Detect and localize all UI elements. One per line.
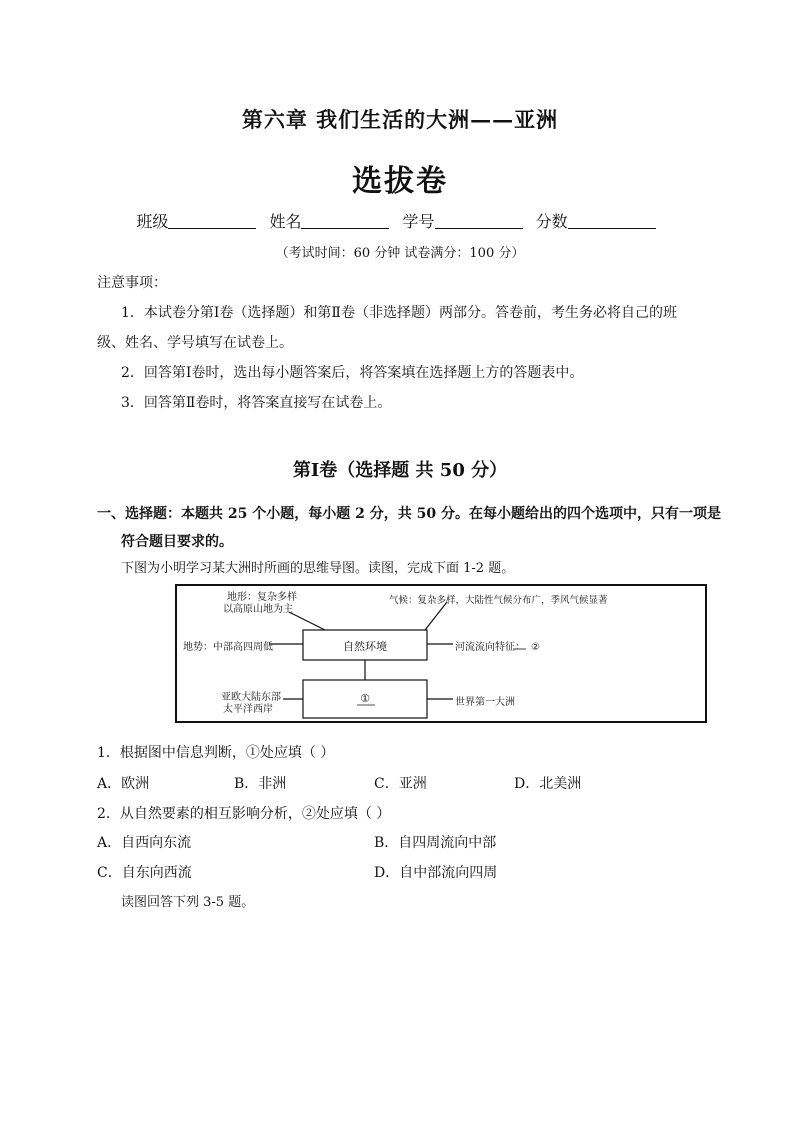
question-1-stem: 1．根据图中信息判断，①处应填（ ） <box>97 745 335 761</box>
bottom-box-label: ① <box>360 692 370 705</box>
connector-landform <box>289 612 325 630</box>
question-1-option-c[interactable]: C．亚洲 <box>374 776 427 792</box>
diagram-intro: 下图为小明学习某大洲时所画的思维导图。读图，完成下面 1-2 题。 <box>121 561 515 576</box>
question-2-option-d[interactable]: D．自中部流向四周 <box>374 865 498 881</box>
terrain-text: 地势：中部高四周低 <box>183 642 273 653</box>
note-item-1-line-2: 级、姓名、学号填写在试卷上。 <box>97 335 293 351</box>
landform-line-1: 地形：复杂多样 <box>227 592 297 603</box>
river-label-text: 河流流向特征： <box>455 642 525 653</box>
location-line-1: 亚欧大陆东部 <box>221 692 281 703</box>
score-label: 分数 <box>535 212 568 231</box>
number-blank[interactable] <box>435 212 523 229</box>
exam-type-title: 选拔卷 <box>352 164 448 199</box>
time-note: （考试时间：60 分钟 试卷满分：100 分） <box>275 246 525 261</box>
center-box-label: 自然环境 <box>343 640 387 653</box>
question-1-option-b[interactable]: B．非洲 <box>234 776 287 792</box>
mind-map-diagram <box>175 584 707 723</box>
question-2-stem: 2．从自然要素的相互影响分析，②处应填（ ） <box>97 806 391 822</box>
question-2-option-c[interactable]: C．自东向西流 <box>97 865 192 881</box>
number-label: 学号 <box>402 212 435 231</box>
note-item-3: 3．回答第Ⅱ卷时，将答案直接写在试卷上。 <box>121 395 392 411</box>
section-1-instruction-line-2: 符合题目要求的。 <box>121 534 233 550</box>
chapter-title: 第六章 我们生活的大洲——亚洲 <box>241 107 559 132</box>
climate-text: 气候：复杂多样，大陆性气候分布广，季风气候显著 <box>389 595 608 606</box>
score-blank[interactable] <box>568 212 656 229</box>
location-line-2: 太平洋西岸 <box>223 704 273 715</box>
river-blank-marker: ② <box>531 642 540 653</box>
student-info-fields <box>0 209 800 232</box>
notes-heading: 注意事项： <box>97 275 167 291</box>
note-item-2: 2．回答第Ⅰ卷时，选出每小题答案后，将答案填在选择题上方的答题表中。 <box>121 365 584 381</box>
question-1-option-d[interactable]: D．北美洲 <box>514 776 582 792</box>
question-2-option-a[interactable]: A．自西向东流 <box>97 835 192 851</box>
largest-continent-text: 世界第一大洲 <box>455 697 515 708</box>
section-1-instruction-line-1: 一、选择题：本题共 25 个小题，每小题 2 分，共 50 分。在每小题给出的四个选项中，只有一项是 <box>97 506 721 522</box>
question-1-option-a[interactable]: A．欧洲 <box>97 776 150 792</box>
name-label: 姓名 <box>269 212 302 231</box>
class-blank[interactable] <box>168 212 256 229</box>
next-questions-intro: 读图回答下列 3-5 题。 <box>121 895 255 910</box>
section-1-title: 第Ⅰ卷（选择题 共 50 分） <box>292 460 508 481</box>
note-item-1-line-1: 1．本试卷分第Ⅰ卷（选择题）和第Ⅱ卷（非选择题）两部分。答卷前，考生务必将自己的班 <box>121 305 677 321</box>
question-2-option-b[interactable]: B．自四周流向中部 <box>374 835 497 851</box>
landform-line-2: 以高原山地为主 <box>223 604 293 615</box>
connector-climate <box>425 602 447 630</box>
class-label: 班级 <box>136 212 169 231</box>
river-label <box>455 638 540 653</box>
name-blank[interactable] <box>301 212 389 229</box>
